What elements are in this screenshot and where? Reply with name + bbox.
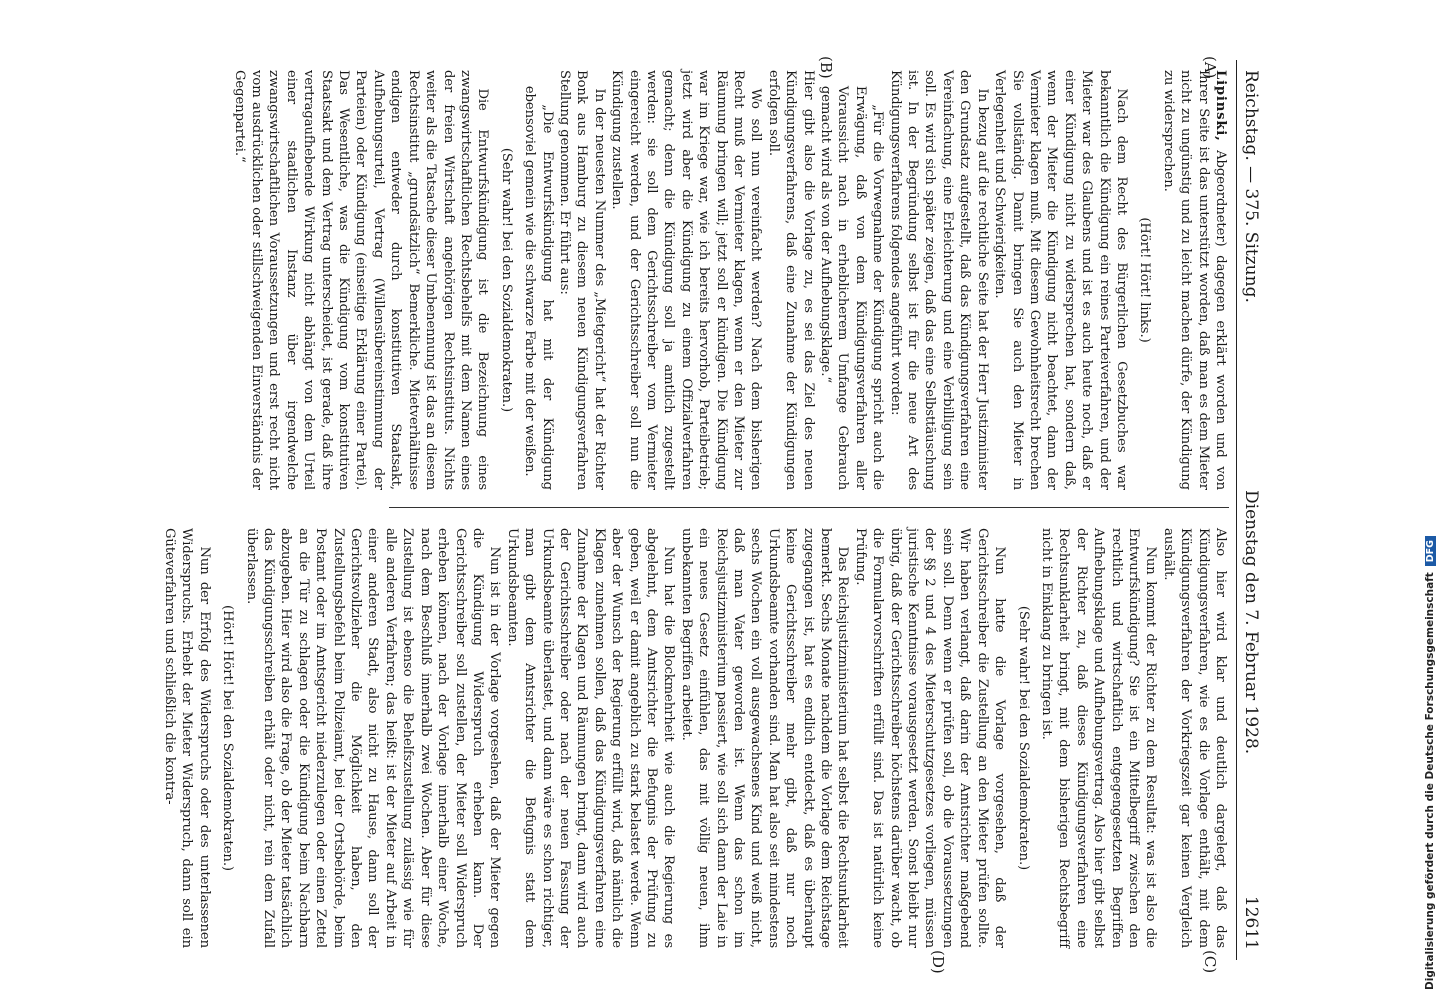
paragraph-text: Abgeordneter) dagegen erklärt worden und von Ihrer Seite ist das unterstützt worden, daß man es dem Mieter nicht zu ungünstig und zu leicht machen dürfe, der Kündigung zu widersprechen. — [1160, 70, 1228, 490]
quoted-paragraph: „Für die Vorwegnahme der Kündigung spricht auch die Erwägung, daß von dem Kündigungsverfahren aller Voraussicht nach in erheblicherem Umfange Gebrauch gemacht wird als von der Aufhebungsklage.“ — [818, 85, 886, 490]
page-header — [1236, 60, 1265, 960]
text-column-left — [231, 70, 1229, 490]
paragraph: In bezug auf die rechtliche Seite hat der Herr Justizminister den Grundsatz aufgestellt, daß das Kündigungsverfahren eine Vereinfachung, eine Erleichterung und eine Verbilligung sein soll. Es wird sich später zeigen, daß das eine Selbsttäuschung ist. In der Begründung selbst ist für die neue Art des Kündigungsverfahrens folgendes angeführt worden: — [887, 70, 990, 490]
paragraph: Nun hatte die Vorlage vorgesehen, daß der Gerichtsschreiber die Zustellung an den Mieter prüfen sollte. Wir haben verlangt, daß darin der Amtsrichter maßgebend sein soll. Denn wenn er prüfen soll, ob die Voraussetzungen der §§ 2 und 4 des Mieterschutzgesetzes vorliegen, müssen juristische Kenntnisse vorausgesetzt werden. Sonst bleibt nur übrig, daß der Gerichtsschreiber höchstens darüber wacht, ob die Formularvorschriften erfüllt sind. Das ist natürlich keine Prüfung. — [852, 528, 1008, 948]
quoted-paragraph: „Die Entwurfskündigung hat mit der Kündigung ebensoviel gemein wie die schwarze Farbe mit der weißen. — [522, 85, 555, 490]
paragraph — [1159, 70, 1229, 490]
column-divider — [389, 507, 1229, 508]
page-number: 12611 — [1241, 895, 1261, 950]
header-session: Reichstag. — 375. Sitzung. — [1241, 70, 1261, 303]
margin-letter-c: (C) — [1201, 950, 1219, 974]
paragraph: Nun kommt der Richter zu dem Resultat: was ist also die Entwurfskündigung? Sie ist ein Mittelbegriff zwischen den rechtlich und wirtschaftlich entgegengesetzten Begriffen Aufhebungsklage und Aufhebungsvertrag. Also hier gibt selbst der Richter zu, daß dieses Kündigungsverfahren eine Rechtsunklarheit bringt, mit dem bisherigen Rechtsbegriff nicht in Einklang zu bringen ist. — [1038, 528, 1159, 948]
margin-letter-a: (A) — [1201, 56, 1219, 79]
interjection: (Sehr wahr! bei den Sozialdemokraten.) — [1015, 605, 1031, 871]
paragraph: Also hier wird klar und deutlich dargelegt, daß das Kündigungsverfahren, wie es die Vorlage enthält, mit dem Kündigungsverfahren der Vorkriegszeit gar keinen Vergleich aushält. — [1160, 528, 1228, 948]
document-page — [15, 56, 1265, 974]
paragraph: Die Entwurfskündigung ist die Bezeichnung eines zwangswirtschaftlichen Rechtsbehelfs mit dem Namen eines der freien Wirtschaft angehörigen Rechtsinstituts. Nichts weiter als die Tatsache dieser Umbenennung ist das an diesem Rechtsinstitut „grundsätzlich“ Bemerkliche. Mietverhältnisse endigen entweder durch konstitutiven Staatsakt, Aufhebungsurteil, Vertrag (Willensübereinstimmung der Parteien) oder Kündigung (einseitige Erklärung einer Partei). Das Wesentliche, was die Kündigung vom konstitutiven Staatsakt und dem Vertrag unterscheidet, ist gerade, daß ihre vertragaufhebende Wirkung nicht abhängt von dem Urteil einer staatlichen Instanz über irgendwelche zwangswirtschaftlichen Voraussetzungen und erst recht nicht vom ausdrücklichen oder stillschweigenden Einverständnis der Gegenpartei.“ — [231, 70, 491, 490]
interjection: (Sehr wahr! bei den Sozialdemokraten.) — [498, 147, 514, 413]
dfg-logo: DFG — [1425, 536, 1436, 566]
digitization-credit — [1424, 10, 1442, 990]
interjection: (Hört! Hört! bei den Sozialdemokraten.) — [220, 605, 236, 871]
paragraph: Nun der Erfolg des Widerspruchs oder des unterlassenen Widerspruchs. Erhebt der Mieter Widerspruch, dann soll ein Güteverfahren und schließlich die kontra- — [162, 528, 212, 948]
text-column-right — [162, 528, 1229, 948]
header-date: Dienstag den 7. Februar 1928. — [1241, 490, 1261, 755]
interjection: (Hört! Hört! links.) — [1137, 217, 1153, 343]
paragraph: Wo soll nun vereinfacht werden? Nach dem bisherigen Recht muß der Vermieter klagen, wenn er den Mieter zur Räumung bringen will; jetzt soll er kündigen. Die Kündigung war im Kriege war, wie ich bereits hervorhob, Parteibetrieb; jetzt wird aber die Kündigung zu einem Offizialverfahren gemacht; denn die Kündigung soll ja amtlich zugestellt werden: sie soll dem Gerichtsschreiber vom Vermieter eingereicht werden, und der Gerichtsschreiber soll nun die Kündigung zustellen. — [609, 70, 764, 490]
margin-letter-d: (D) — [929, 950, 947, 974]
paragraph: Das Reichsjustizministerium hat selbst die Rechtsunklarheit bemerkt. Sechs Monate nachdem die Vorlage dem Reichstage zugegangen ist, hat es endlich entdeckt, daß es überhaupt keine Gerichtsschreiber mehr gibt, daß nur noch Urkundsbeamte vorhanden sind. Man hat also seit mindestens sechs Wochen ein voll ausgewachsenes Kind und weiß nicht, daß man Vater geworden ist. Wenn das schon im Reichsjustizministerium passiert, wie soll sich dann der Laie in ein neues Gesetz einfühlen, das mit völlig neuen, ihm unbekannten Begriffen arbeitet. — [678, 528, 851, 948]
paragraph: In der neuesten Nummer des „Mietgericht“ hat der Richter Bonk aus Hamburg zu diesem neuen Kündigungsverfahren Stellung genommen. Er führt aus: — [556, 70, 607, 490]
paragraph: Nach dem Recht des Bürgerlichen Gesetzbuches war bekanntlich die Kündigung ein reines Parteiverfahren, und der Mieter war des Glaubens und ist es auch heute noch, daß er einer Kündigung nicht zu widersprechen hat, sondern daß, wenn der Mieter die Kündigung nicht beachtet, dann der Vermieter klagen muß. Mit diesem Gewohnheitsrecht brechen Sie vollständig. Damit bringen Sie auch den Mieter in Verlegenheit und Schwierigkeiten. — [992, 70, 1129, 490]
speaker-name: Lipinski, — [1213, 70, 1228, 142]
paragraph: Hier gibt also die Vorlage zu, es sei das Ziel des neuen Kündigungsverfahrens, daß eine Zunahme der Kündigungen erfolgen soll. — [765, 70, 816, 490]
credit-text: Digitalisierung gefördert durch die Deutsche Forschungsgemeinschaft — [1424, 572, 1436, 990]
paragraph: Nun ist in der Vorlage vorgesehen, daß der Mieter gegen die Kündigung Widerspruch erheben kann. Der Gerichtsschreiber soll zustellen, der Mieter soll Widerspruch erheben können, nach der Vorlage innerhalb einer Woche, nach dem Beschluß innerhalb zwei Wochen. Aber für diese Zustellung ist ebenso die Behelfszustellung zulässig wie für alle anderen Verfahren; das heißt: ist der Mieter auf Arbeit in einer anderen Stadt, also nicht zu Hause, dann soll der Gerichtsvollzieher die Möglichkeit haben, den Zustellungsbefehl beim Polizeiamt, bei der Ortsbehörde, beim Postamt oder im Amtsgericht niederzulegen oder einen Zettel an die Tür zu schlagen oder die Kündigung beim Nachbarn abzugeben. Hier wird also die Frage, ob der Mieter tatsächlich das Kündigungsschreiben erhält oder nicht, rein dem Zufall überlassen. — [243, 528, 503, 948]
margin-letter-b: (B) — [817, 56, 835, 79]
paragraph: Nun hat die Blockmehrheit wie auch die Regierung es abgelehnt, dem Amtsrichter die Befugnis der Prüfung zu geben, weil er damit angeblich zu stark belastet werde. Wenn aber der Wunsch der Regierung erfüllt wird, daß nämlich die Klagen zunehmen sollen, daß das Kündigungsverfahren eine Zunahme der Klagen und Räumungen bringt, dann wird auch der Gerichtsschreiber oder nach der neuen Fassung der Urkundsbeamte überlastet, und dann wäre es schon richtiger, man gibt dem Amtsrichter die Befugnis statt dem Urkundsbeamten. — [504, 528, 677, 948]
